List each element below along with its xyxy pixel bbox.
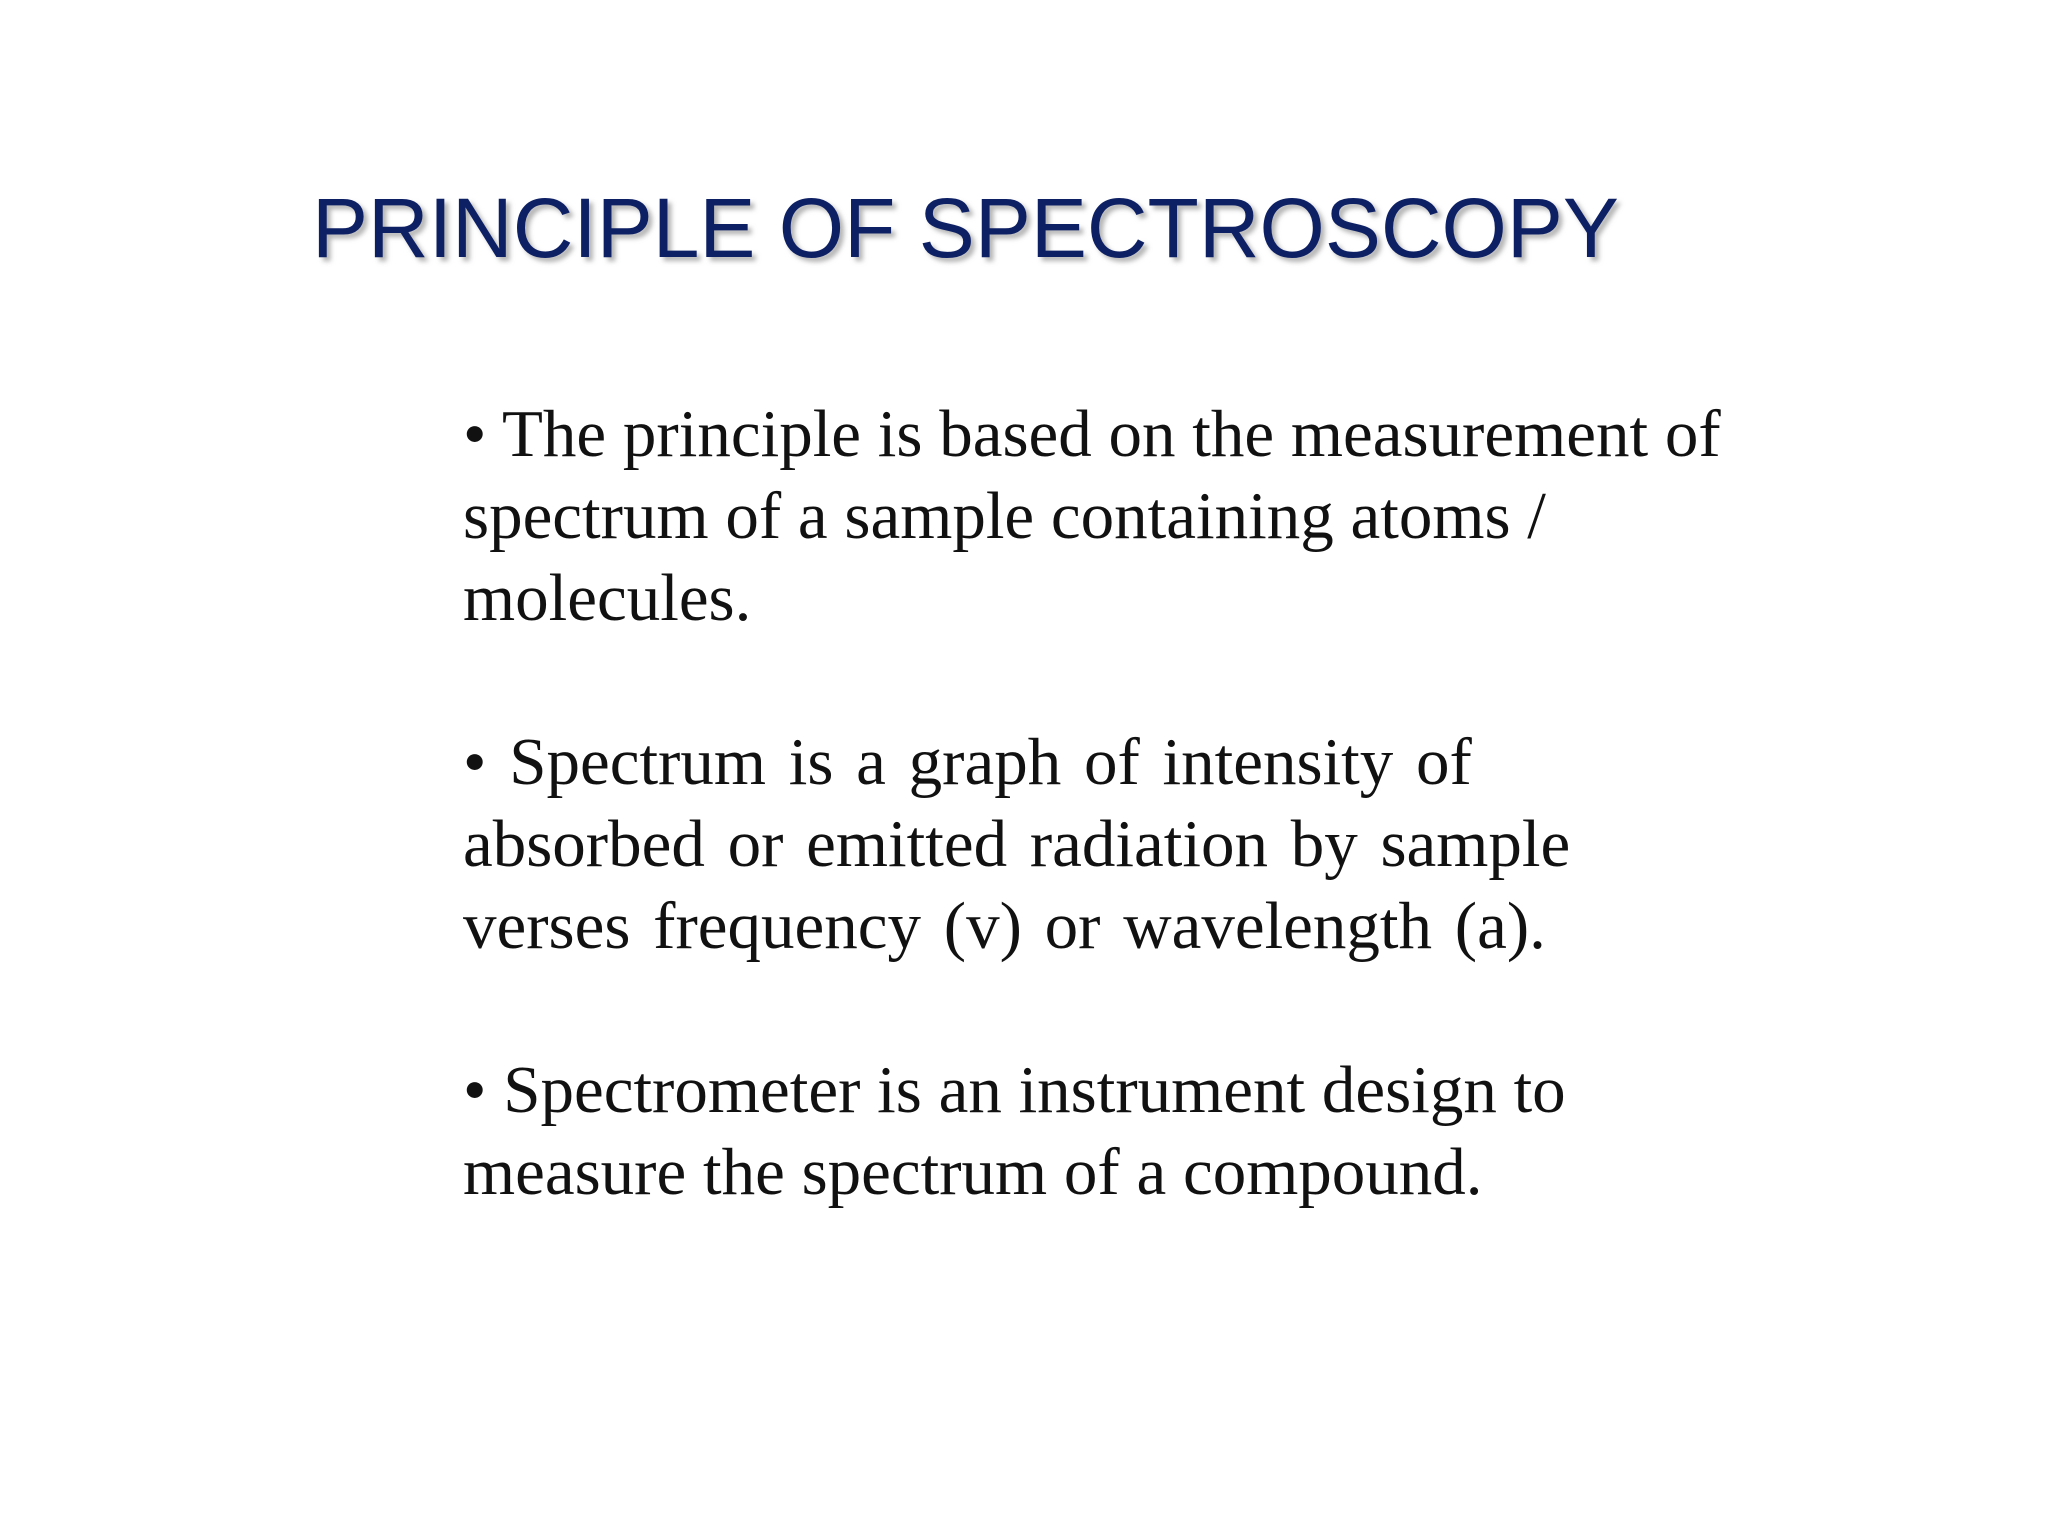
- bullet-item-principle: • The principle is based on the measurement of spectrum of a sample containing atoms / molecules.: [463, 397, 1721, 635]
- bullet-item-spectrum: • Spectrum is a graph of intensity of absorbed or emitted radiation by sample verses frequency (v) or wavelength (a).: [463, 725, 1571, 963]
- bullet-list: [463, 393, 1733, 1213]
- slide-title: PRINCIPLE OF SPECTROSCOPY: [312, 181, 1619, 275]
- bullet-item-spectrometer: • Spectrometer is an instrument design to measure the spectrum of a compound.: [463, 1053, 1566, 1209]
